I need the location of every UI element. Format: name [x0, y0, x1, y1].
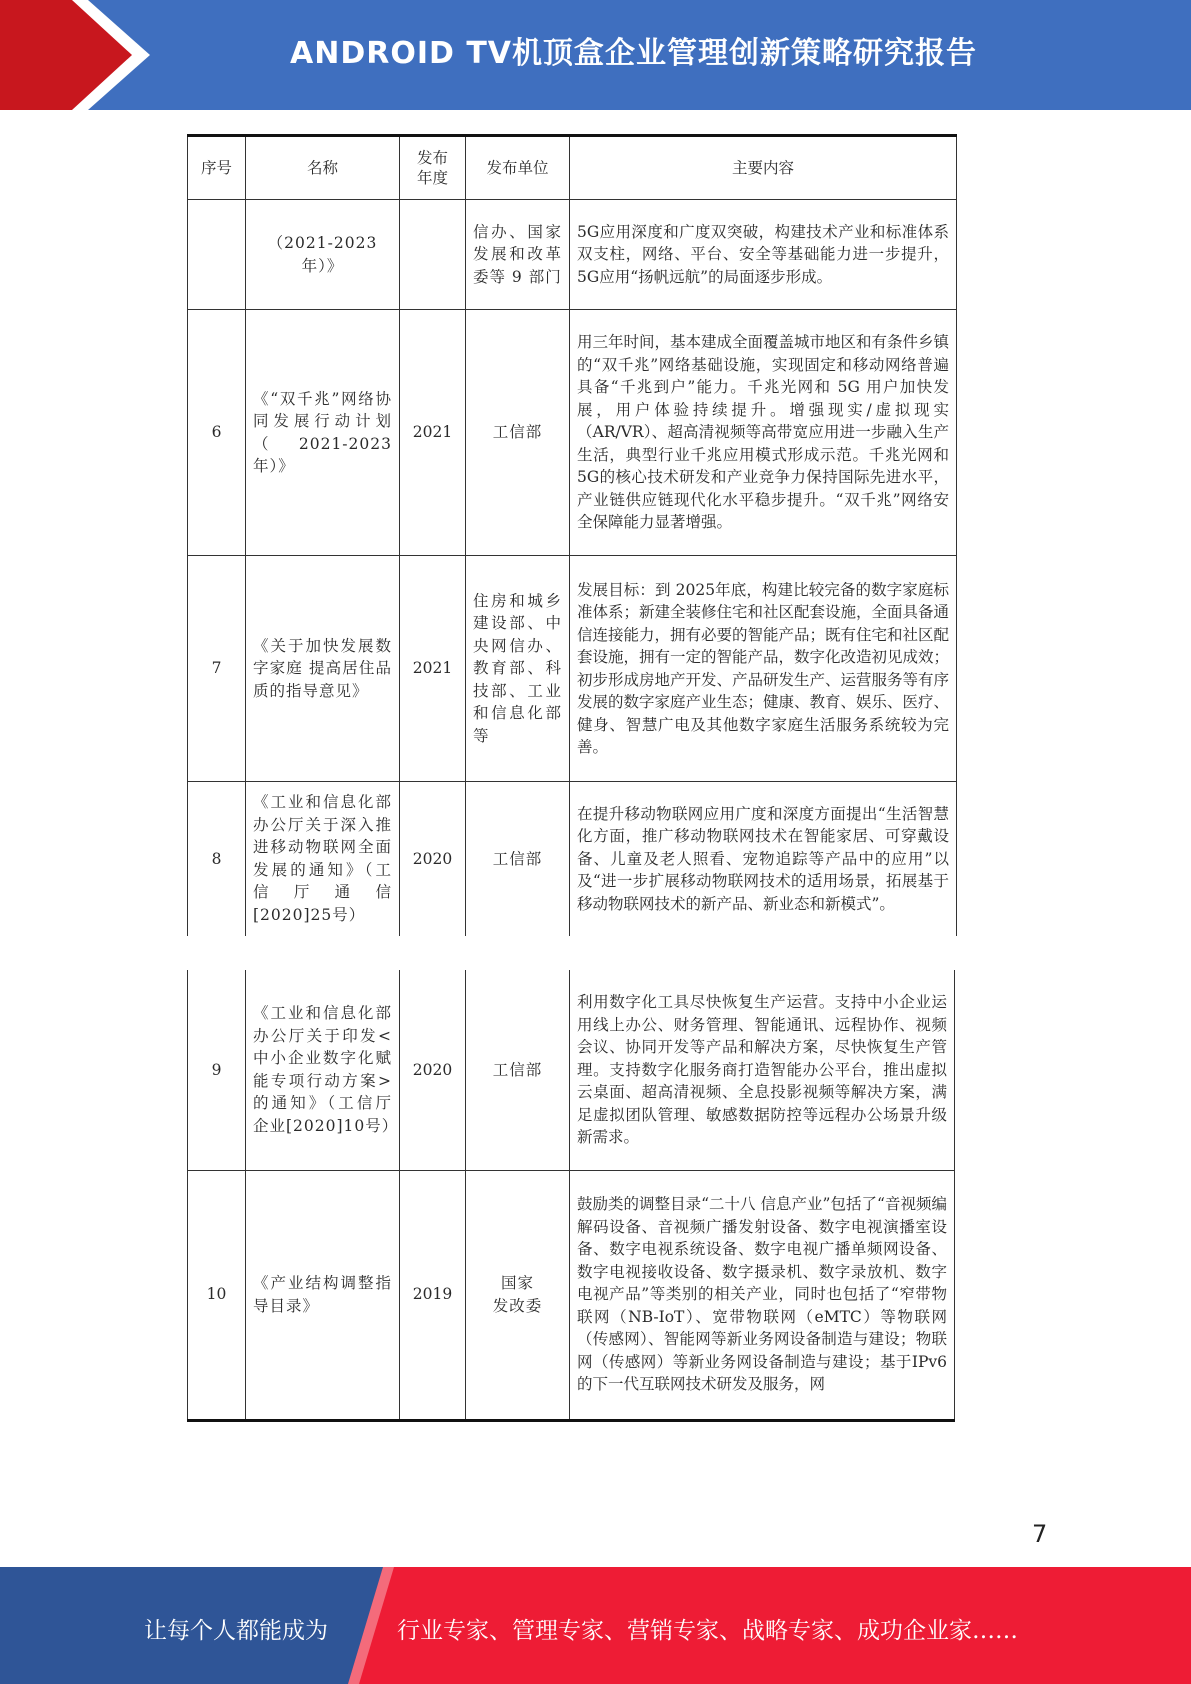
row-org: 工信部 — [466, 970, 570, 1170]
page-footer — [0, 1567, 1191, 1684]
row-no: 8 — [188, 782, 246, 936]
row-org: 信办、国家发展和改革委等 9 部门 — [466, 200, 570, 310]
footer-slogan-left: 让每个人都能成为 — [144, 1618, 328, 1644]
row-name: 《关于加快发展数字家庭 提高居住品质的指导意见》 — [246, 556, 400, 782]
row-year: 2021 — [400, 556, 466, 782]
row-content: 用三年时间，基本建成全面覆盖城市地区和有条件乡镇的“双千兆”网络基础设施，实现固定和移动网络普遍具备“千兆到户”能力。千兆光网和 5G 用户加快发展，用户体验持续提升。增强现实/虚拟现实（AR/VR）、超高清视频等高带宽应用进一步融入生产生活，典型行业千兆应用模式形成示范。千兆光网和 5G的核心技术研发和产业竞争力保持国际先进水平，产业链供应链现代化水平稳步提升。“双千兆”网络安全保障能力显著增强。 — [570, 310, 957, 556]
row-content: 利用数字化工具尽快恢复生产运营。支持中小企业运用线上办公、财务管理、智能通讯、远程协作、视频会议、协同开发等产品和解决方案，尽快恢复生产管理。支持数字化服务商打造智能办公平台，推出虚拟云桌面、超高清视频、全息投影视频等解决方案，满足虚拟团队管理、敏感数据防控等远程办公场景升级新需求。 — [570, 970, 955, 1170]
row-content: 在提升移动物联网应用广度和深度方面提出“生活智慧化方面，推广移动物联网技术在智能家居、可穿戴设备、儿童及老人照看、宠物追踪等产品中的应用”以及“进一步扩展移动物联网技术的适用场景，拓展基于移动物联网技术的新产品、新业态和新模式”。 — [570, 782, 957, 936]
row-year — [400, 200, 466, 310]
page-header — [0, 0, 1191, 110]
table-row — [188, 1170, 955, 1420]
header-year: 发布 年度 — [400, 136, 466, 200]
row-org: 国家 发改委 — [466, 1170, 570, 1420]
header-no: 序号 — [188, 136, 246, 200]
row-name: 《“双千兆”网络协同发展行动计划（2021-2023年）》 — [246, 310, 400, 556]
row-name: 《工业和信息化部办公厅关于深入推进移动物联网全面发展的通知》（工信厅通信[2020]25号） — [246, 782, 400, 936]
row-year: 2020 — [400, 782, 466, 936]
policy-table-part-2 — [187, 970, 955, 1422]
page-number: 7 — [1032, 1520, 1048, 1548]
row-content: 发展目标：到 2025年底，构建比较完备的数字家庭标准体系；新建全装修住宅和社区配套设施，全面具备通信连接能力，拥有必要的智能产品；既有住宅和社区配套设施，拥有一定的智能产品，数字化改造初见成效；初步形成房地产开发、产品研发生产、运营服务等有序发展的数字家庭产业生态；健康、教育、娱乐、医疗、健身、智慧广电及其他数字家庭生活服务系统较为完善。 — [570, 556, 957, 782]
footer-slogan-right: 行业专家、管理专家、营销专家、战略专家、成功企业家…… — [397, 1618, 1018, 1644]
row-name: 《产业结构调整指导目录》 — [246, 1170, 400, 1420]
table-row — [188, 970, 955, 1170]
row-org: 住房和城乡建设部、中央网信办、教育部、科技部、工业和信息化部等 — [466, 556, 570, 782]
row-no: 6 — [188, 310, 246, 556]
row-content: 鼓励类的调整目录“二十八 信息产业”包括了“音视频编解码设备、音视频广播发射设备、数字电视演播室设备、数字电视系统设备、数字电视广播单频网设备、数字电视接收设备、数字摄录机、数字录放机、数字电视产品”等类别的相关产业，同时也包括了“窄带物联网（NB-IoT）、宽带物联网（eMTC）等物联网（传感网）、智能网等新业务网设备制造与建设；物联网（传感网）等新业务网设备制造与建设；基于IPv6 的下一代互联网技术研发及服务，网 — [570, 1170, 955, 1420]
row-no — [188, 200, 246, 310]
row-name: 《工业和信息化部办公厅关于印发<中小企业数字化赋能专项行动方案>的通知》（工信厅企业[2020]10号） — [246, 970, 400, 1170]
row-content: 5G应用深度和广度双突破，构建技术产业和标准体系双支柱，网络、平台、安全等基础能力进一步提升，5G应用“扬帆远航”的局面逐步形成。 — [570, 200, 957, 310]
row-no: 7 — [188, 556, 246, 782]
row-year: 2021 — [400, 310, 466, 556]
policy-table-part-1 — [187, 134, 957, 936]
row-no: 10 — [188, 1170, 246, 1420]
row-name: （2021-2023年）》 — [246, 200, 400, 310]
report-title: ANDROID TV机顶盒企业管理创新策略研究报告 — [290, 36, 978, 71]
row-org: 工信部 — [466, 782, 570, 936]
table-row — [188, 556, 957, 782]
row-no: 9 — [188, 970, 246, 1170]
header-org: 发布单位 — [466, 136, 570, 200]
header-name: 名称 — [246, 136, 400, 200]
row-org: 工信部 — [466, 310, 570, 556]
table-row — [188, 782, 957, 936]
table-row — [188, 310, 957, 556]
row-year: 2020 — [400, 970, 466, 1170]
table-row — [188, 200, 957, 310]
row-year: 2019 — [400, 1170, 466, 1420]
header-content: 主要内容 — [570, 136, 957, 200]
header-arrow-decoration — [0, 0, 150, 110]
